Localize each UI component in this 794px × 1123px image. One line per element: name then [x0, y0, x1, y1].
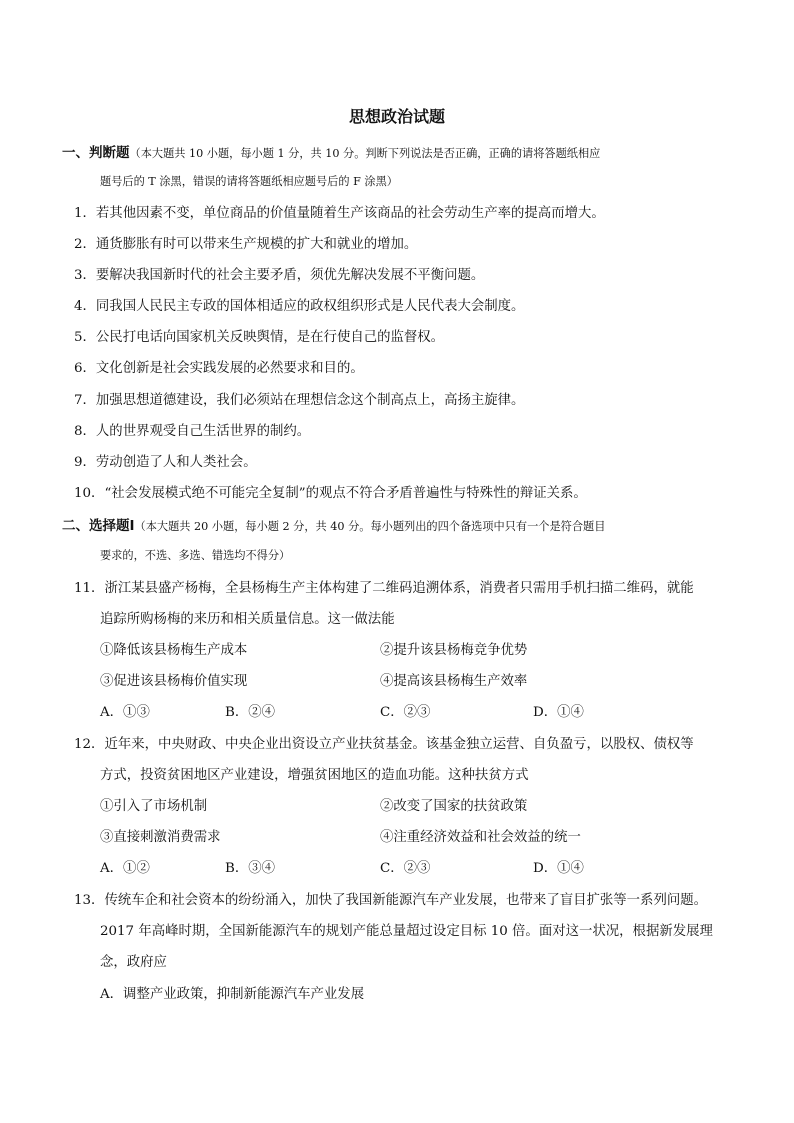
q12-statement-4: ④注重经济效益和社会效益的统一 [380, 830, 581, 845]
section1-heading: 一、判断题 [62, 145, 130, 161]
item-text: 同我国人民民主专政的国体相适应的政权组织形式是人民代表大会制度。 [95, 299, 525, 314]
q11-choice-b: B．②④ [225, 705, 276, 720]
question-number: 11． [74, 581, 105, 596]
item-number: 2． [74, 237, 96, 252]
question-12-stem-line2: 方式，投资贫困地区产业建设，增强贫困地区的造血功能。这种扶贫方式 [100, 768, 529, 783]
item-text: 加强思想道德建设，我们必须站在理想信念这个制高点上，高扬主旋律。 [95, 393, 525, 408]
section2-header [62, 516, 605, 537]
item-number: 10． [74, 486, 105, 501]
q11-statement-1: ①降低该县杨梅生产成本 [100, 643, 248, 658]
item-text: 公民打电话向国家机关反映舆情，是在行使自己的监督权。 [95, 330, 445, 345]
q11-statement-2: ②提升该县杨梅竞争优势 [380, 643, 528, 658]
section2-note-line1: （本大题共 20 小题，每小题 2 分，共 40 分。每小题列出的四个备选项中只有一个是符合题目 [134, 520, 606, 533]
question-13-stem-line3: 念，政府应 [100, 955, 167, 970]
judgment-item-1 [74, 204, 605, 224]
judgment-item-10 [74, 484, 587, 504]
item-text: 通货膨胀有时可以带来生产规模的扩大和就业的增加。 [95, 237, 418, 252]
judgment-item-6 [74, 359, 364, 379]
q12-choice-a: A．①② [100, 861, 150, 876]
judgment-item-8 [74, 422, 310, 442]
q12-statement-1: ①引入了市场机制 [100, 799, 208, 814]
item-number: 1． [74, 206, 96, 221]
item-number: 9． [74, 455, 96, 470]
judgment-item-2 [74, 235, 417, 255]
question-number: 12． [74, 737, 105, 752]
q11-statement-4: ④提高该县杨梅生产效率 [380, 674, 528, 689]
q12-choice-b: B．③④ [225, 861, 276, 876]
question-number: 13． [74, 893, 105, 908]
judgment-item-4 [74, 297, 524, 317]
q11-choice-a: A．①③ [100, 705, 150, 720]
judgment-item-7 [74, 391, 524, 411]
question-text: 浙江某县盛产杨梅，全县杨梅生产主体构建了二维码追溯体系，消费者只需用手机扫描二维码，就能 [104, 581, 694, 596]
item-text: 要解决我国新时代的社会主要矛盾，须优先解决发展不平衡问题。 [95, 268, 485, 283]
judgment-item-9 [74, 453, 257, 473]
item-number: 5． [74, 330, 96, 345]
question-12-stem [74, 735, 694, 755]
question-text: 近年来，中央财政、中央企业出资设立产业扶贫基金。该基金独立运营、自负盈亏，以股权、债权等 [104, 737, 694, 752]
item-number: 4． [74, 299, 96, 314]
item-text: “社会发展模式绝不可能完全复制”的观点不符合矛盾普遍性与特殊性的辩证关系。 [104, 486, 587, 501]
q12-choice-c: C．②③ [380, 861, 431, 876]
item-number: 6． [74, 361, 96, 376]
question-13-stem-line2: 2017 年高峰时期，全国新能源汽车的规划产能总量超过设定目标 10 倍。面对这一状况，根据新发展理 [100, 924, 713, 939]
question-11-stem [74, 579, 694, 599]
section2-heading: 二、选择题Ⅰ [62, 518, 135, 534]
section1-note-line1: （本大题共 10 小题，每小题 1 分，共 10 分。判断下列说法是否正确，正确的请将答题纸相应 [129, 147, 601, 160]
q12-statement-3: ③直接刺激消费需求 [100, 830, 221, 845]
item-number: 3． [74, 268, 96, 283]
item-text: 劳动创造了人和人类社会。 [95, 455, 257, 470]
question-13-stem [74, 891, 707, 911]
q13-choice-a: A．调整产业政策，抑制新能源汽车产业发展 [100, 987, 365, 1002]
q11-statement-3: ③促进该县杨梅价值实现 [100, 674, 248, 689]
q12-statement-2: ②改变了国家的扶贫政策 [380, 799, 528, 814]
item-number: 7． [74, 393, 96, 408]
judgment-item-5 [74, 328, 444, 348]
q12-choice-d: D．①④ [533, 861, 584, 876]
section2-note-line2: 要求的，不选、多选、错选均不得分） [100, 549, 291, 562]
page-title: 思想政治试题 [348, 107, 445, 126]
item-text: 若其他因素不变，单位商品的价值量随着生产该商品的社会劳动生产率的提高而增大。 [95, 206, 605, 221]
item-text: 文化创新是社会实践发展的必然要求和目的。 [95, 361, 364, 376]
section1-note-line2: 题号后的 T 涂黑，错误的请将答题纸相应题号后的 F 涂黑） [100, 175, 398, 188]
q11-choice-d: D．①④ [533, 705, 584, 720]
q11-choice-c: C．②③ [380, 705, 431, 720]
judgment-item-3 [74, 266, 484, 286]
item-text: 人的世界观受自己生活世界的制约。 [95, 424, 311, 439]
section1-header [62, 143, 600, 164]
question-11-stem-line2: 追踪所购杨梅的来历和相关质量信息。这一做法能 [100, 612, 395, 627]
question-text: 传统车企和社会资本的纷纷涌入，加快了我国新能源汽车产业发展，也带来了盲目扩张等一系列问题。 [104, 893, 708, 908]
item-number: 8． [74, 424, 96, 439]
